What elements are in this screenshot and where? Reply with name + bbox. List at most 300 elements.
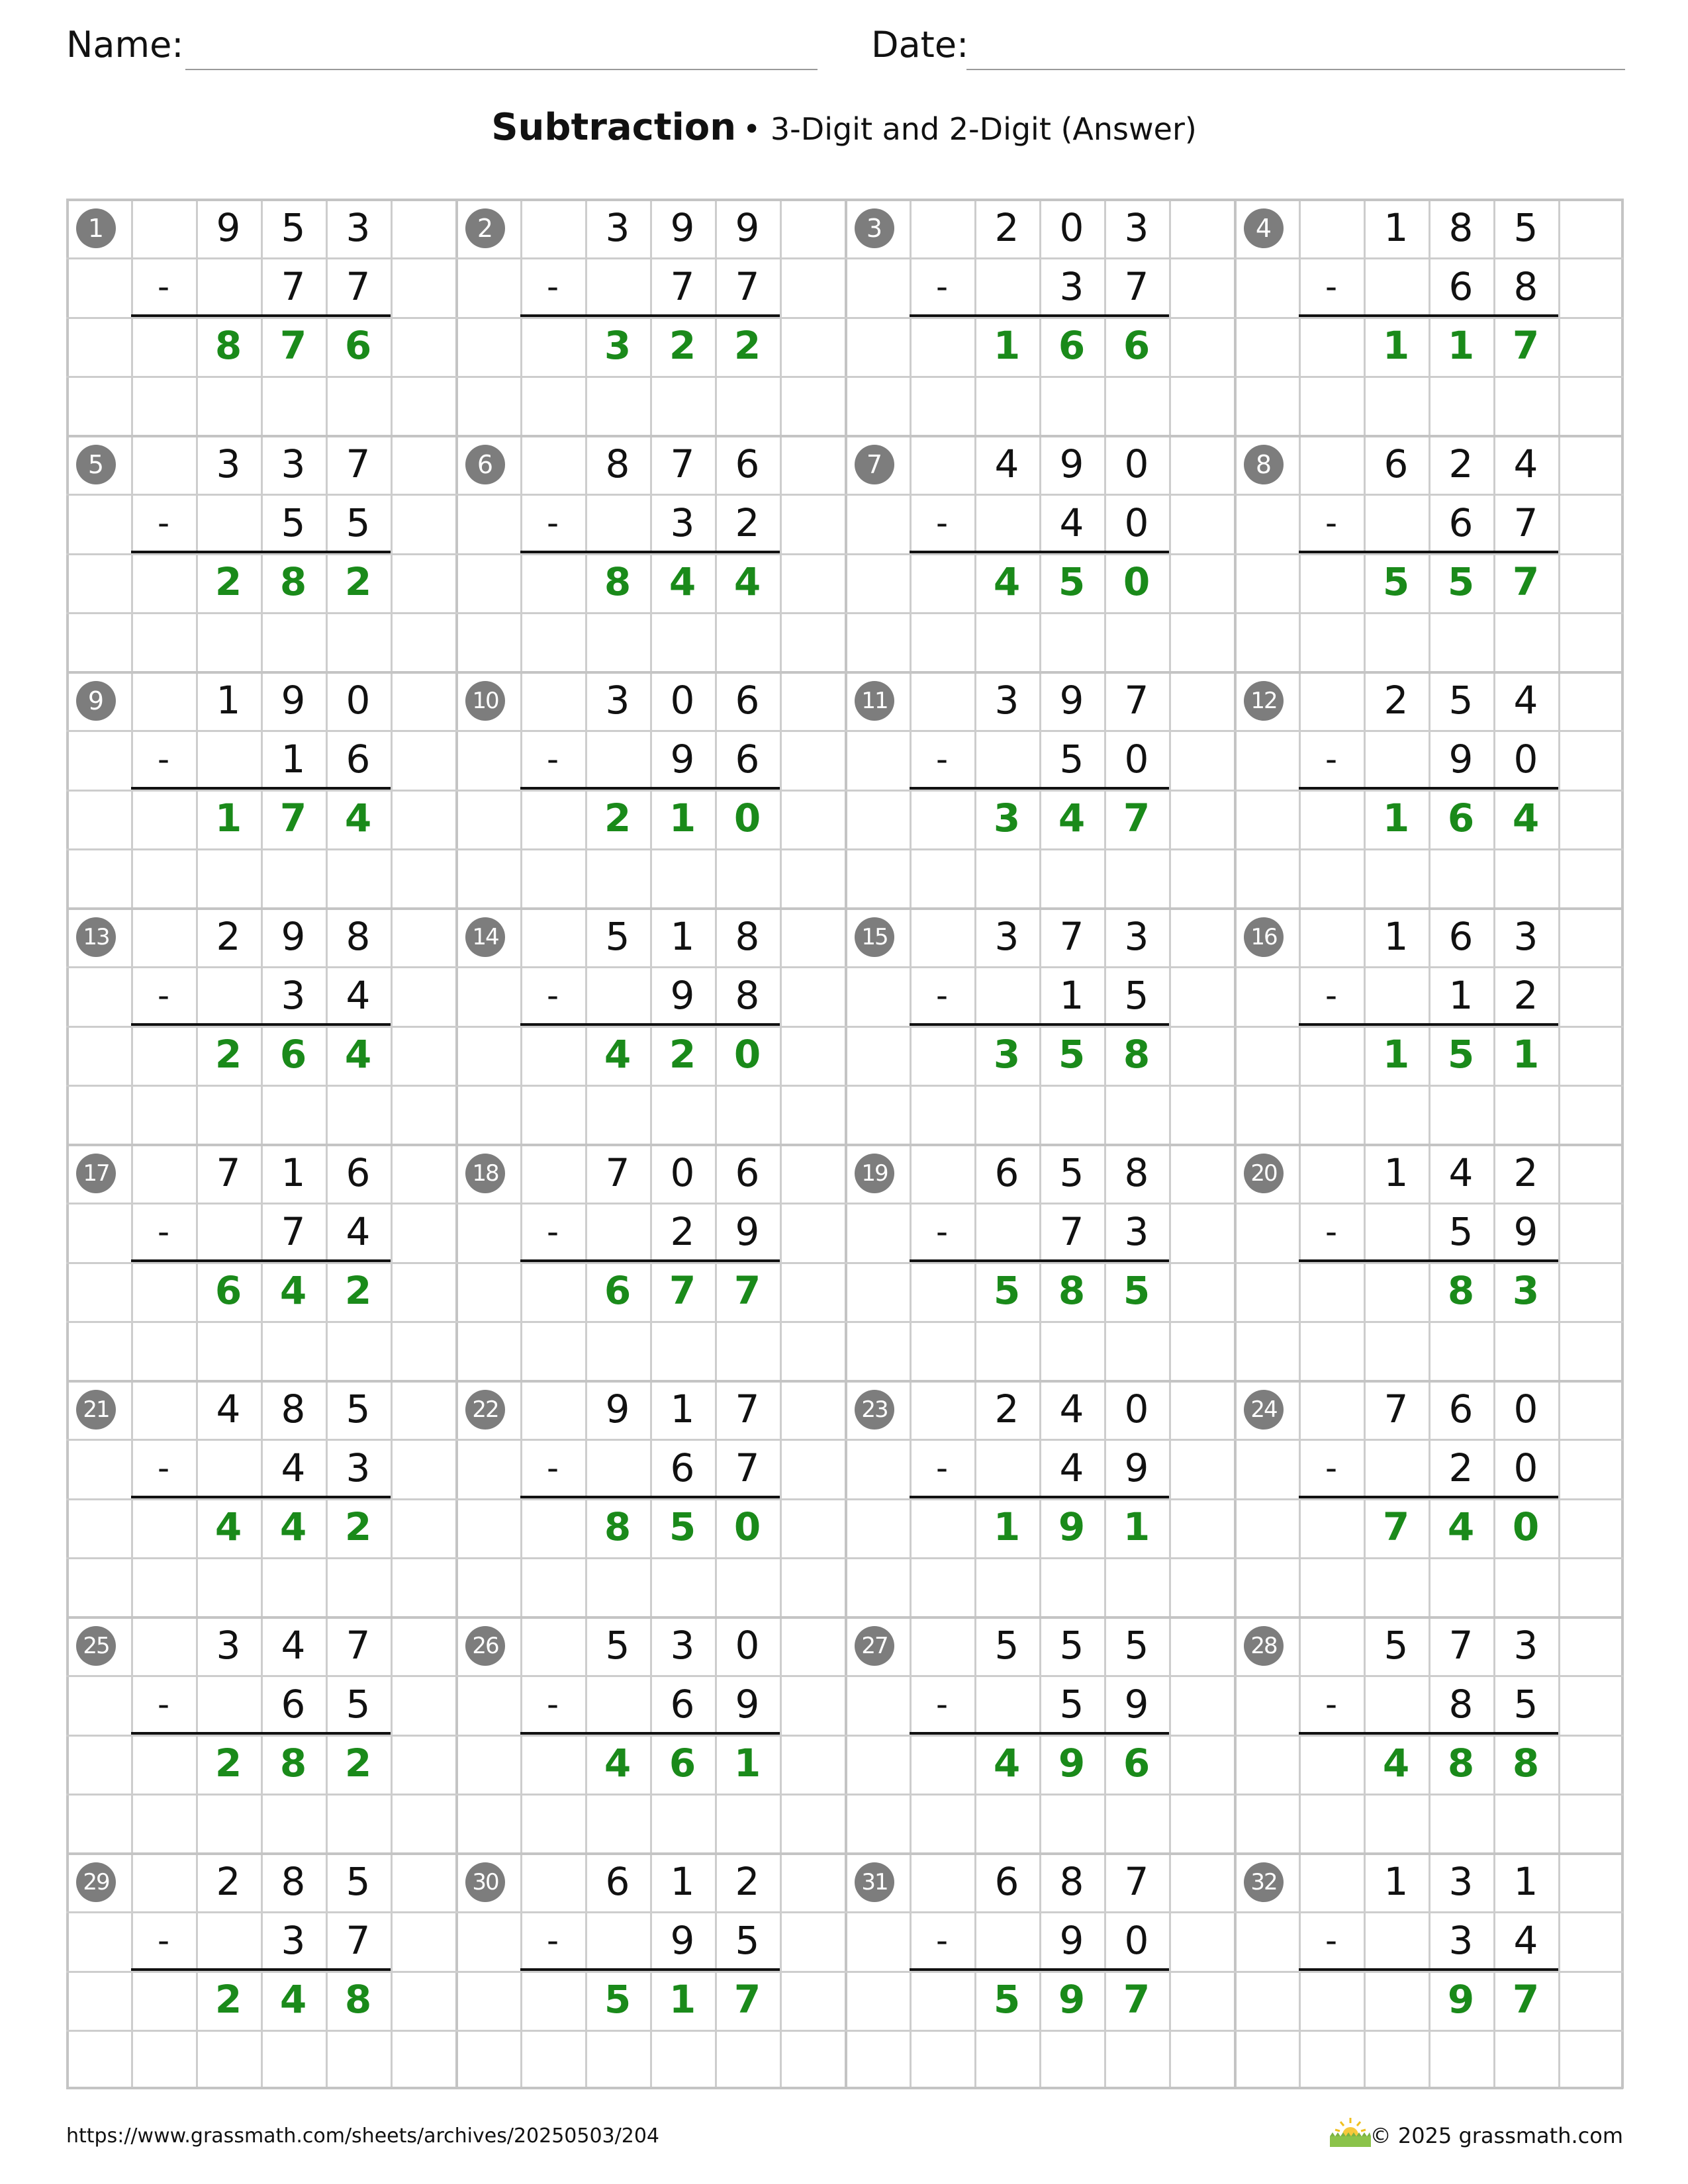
problem-17 [66, 1144, 455, 1380]
subtrahend-digit: 9 [1124, 1445, 1149, 1490]
subtrahend-digit: 5 [1059, 737, 1084, 782]
name-label: Name: [66, 24, 184, 66]
answer-digit: 7 [1512, 323, 1540, 368]
subtrahend-digit: 6 [735, 737, 760, 782]
problem-number-badge: 13 [76, 917, 116, 957]
problem-number-badge: 8 [1244, 445, 1284, 484]
answer-digit: 6 [1123, 1741, 1150, 1786]
minuend-digit: 7 [1059, 914, 1084, 959]
minuend-digit: 3 [1124, 914, 1149, 959]
minuend-digit: 6 [346, 1150, 371, 1195]
answer-digit: 3 [993, 1032, 1021, 1077]
subtrahend-digit: 9 [670, 973, 695, 1018]
minuend-digit: 1 [1383, 914, 1409, 959]
problem-14 [455, 907, 845, 1144]
minus-sign: - [546, 1921, 559, 1960]
problem-number-badge: 30 [465, 1862, 505, 1902]
answer-digit: 1 [1512, 1032, 1540, 1077]
minuend-digit: 9 [670, 205, 695, 250]
minuend-digit: 0 [735, 1623, 760, 1668]
answer-digit: 9 [1058, 1504, 1086, 1549]
problem-27 [845, 1616, 1234, 1852]
problem-12 [1234, 671, 1623, 907]
subtrahend-digit: 1 [1059, 973, 1084, 1018]
subtrahend-digit: 4 [281, 1445, 306, 1490]
minuend-digit: 9 [1059, 441, 1084, 486]
answer-digit: 4 [1447, 1504, 1475, 1549]
minuend-digit: 3 [670, 1623, 695, 1668]
minuend-digit: 4 [1448, 1150, 1474, 1195]
subtrahend-digit: 0 [1124, 500, 1149, 545]
problem-number-badge: 7 [855, 445, 894, 484]
minus-sign: - [157, 976, 170, 1015]
minuend-digit: 0 [346, 678, 371, 723]
subtrahend-digit: 7 [346, 264, 371, 309]
problem-number-badge: 21 [76, 1390, 116, 1430]
answer-digit: 9 [1447, 1977, 1475, 2022]
subtrahend-digit: 9 [670, 737, 695, 782]
subtrahend-digit: 0 [1124, 737, 1149, 782]
subtrahend-digit: 7 [281, 1209, 306, 1254]
minuend-digit: 2 [216, 914, 241, 959]
answer-digit: 6 [344, 323, 372, 368]
answer-digit: 6 [279, 1032, 307, 1077]
answer-digit: 0 [1512, 1504, 1540, 1549]
minuend-digit: 5 [605, 1623, 630, 1668]
minuend-digit: 4 [1059, 1387, 1084, 1432]
subtrahend-digit: 3 [1448, 1918, 1474, 1963]
minuend-digit: 5 [346, 1859, 371, 1904]
minuend-digit: 6 [1383, 441, 1409, 486]
minuend-digit: 3 [1513, 914, 1538, 959]
answer-digit: 2 [344, 1504, 372, 1549]
subtrahend-digit: 3 [1059, 264, 1084, 309]
answer-digit: 2 [344, 1268, 372, 1313]
minuend-digit: 1 [1383, 1859, 1409, 1904]
answer-digit: 2 [214, 1977, 242, 2022]
minuend-digit: 7 [605, 1150, 630, 1195]
problem-28 [1234, 1616, 1623, 1852]
minuend-digit: 5 [1383, 1623, 1409, 1668]
subtrahend-digit: 6 [281, 1682, 306, 1727]
answer-digit: 9 [1058, 1741, 1086, 1786]
problem-number-badge: 32 [1244, 1862, 1284, 1902]
subtrahend-digit: 9 [1448, 737, 1474, 782]
answer-digit: 7 [1512, 559, 1540, 604]
answer-digit: 5 [1447, 1032, 1475, 1077]
subtrahend-digit: 7 [670, 264, 695, 309]
minuend-digit: 5 [1059, 1150, 1084, 1195]
minuend-digit: 7 [216, 1150, 241, 1195]
minuend-digit: 2 [1383, 678, 1409, 723]
subtrahend-digit: 5 [1513, 1682, 1538, 1727]
minus-sign: - [546, 267, 559, 306]
minuend-digit: 5 [1124, 1623, 1149, 1668]
subtrahend-digit: 6 [1448, 500, 1474, 545]
answer-digit: 2 [214, 1032, 242, 1077]
minuend-digit: 1 [1383, 1150, 1409, 1195]
subtrahend-digit: 0 [1513, 737, 1538, 782]
problem-24 [1234, 1380, 1623, 1616]
subtrahend-digit: 4 [1513, 1918, 1538, 1963]
answer-digit: 2 [344, 1741, 372, 1786]
answer-digit: 4 [279, 1504, 307, 1549]
minuend-digit: 3 [216, 441, 241, 486]
answer-digit: 1 [733, 1741, 761, 1786]
minuend-digit: 2 [1513, 1150, 1538, 1195]
minuend-digit: 8 [1124, 1150, 1149, 1195]
minuend-digit: 7 [346, 441, 371, 486]
problem-5 [66, 435, 455, 671]
problem-22 [455, 1380, 845, 1616]
minuend-digit: 2 [216, 1859, 241, 1904]
problem-number-badge: 2 [465, 208, 505, 248]
minus-sign: - [157, 267, 170, 306]
answer-digit: 4 [279, 1977, 307, 2022]
minuend-digit: 0 [1124, 441, 1149, 486]
minuend-digit: 5 [1059, 1623, 1084, 1668]
answer-digit: 4 [1382, 1741, 1410, 1786]
problem-6 [455, 435, 845, 671]
minuend-digit: 3 [994, 914, 1019, 959]
minuend-digit: 7 [735, 1387, 760, 1432]
minuend-digit: 5 [281, 205, 306, 250]
subtrahend-digit: 2 [670, 1209, 695, 1254]
minuend-digit: 3 [1124, 205, 1149, 250]
minus-sign: - [1325, 504, 1338, 542]
problem-19 [845, 1144, 1234, 1380]
minus-sign: - [935, 267, 949, 306]
answer-digit: 5 [604, 1977, 632, 2022]
problem-number-badge: 22 [465, 1390, 505, 1430]
answer-digit: 4 [344, 796, 372, 841]
minuend-digit: 6 [735, 678, 760, 723]
problem-30 [455, 1852, 845, 2089]
problem-9 [66, 671, 455, 907]
answer-digit: 5 [1447, 559, 1475, 604]
minus-sign: - [935, 1921, 949, 1960]
answer-digit: 5 [1058, 1032, 1086, 1077]
subtrahend-digit: 7 [1124, 264, 1149, 309]
minuend-digit: 7 [1124, 678, 1149, 723]
answer-digit: 2 [733, 323, 761, 368]
minuend-digit: 1 [216, 678, 241, 723]
problem-number-badge: 12 [1244, 681, 1284, 721]
answer-digit: 1 [1382, 323, 1410, 368]
minuend-digit: 9 [735, 205, 760, 250]
answer-digit: 7 [1123, 1977, 1150, 2022]
answer-digit: 7 [1123, 796, 1150, 841]
minuend-digit: 4 [216, 1387, 241, 1432]
subtrahend-digit: 0 [1513, 1445, 1538, 1490]
minus-sign: - [157, 1212, 170, 1251]
problem-13 [66, 907, 455, 1144]
answer-digit: 1 [214, 796, 242, 841]
subtrahend-digit: 6 [346, 737, 371, 782]
footer-url: https://www.grassmath.com/sheets/archives/20250503/204 [66, 2124, 660, 2148]
minuend-digit: 1 [670, 1387, 695, 1432]
minuend-digit: 2 [994, 205, 1019, 250]
subtrahend-digit: 5 [1124, 973, 1149, 1018]
answer-digit: 4 [669, 559, 696, 604]
minuend-digit: 5 [1513, 205, 1538, 250]
answer-digit: 8 [1512, 1741, 1540, 1786]
title-subtitle: • 3-Digit and 2-Digit (Answer) [743, 111, 1197, 147]
footer-copyright: © 2025 grassmath.com [1370, 2123, 1623, 2148]
minuend-digit: 2 [735, 1859, 760, 1904]
problem-number-badge: 14 [465, 917, 505, 957]
answer-digit: 8 [344, 1977, 372, 2022]
problem-number-badge: 24 [1244, 1390, 1284, 1430]
minuend-digit: 2 [994, 1387, 1019, 1432]
problem-11 [845, 671, 1234, 907]
minuend-digit: 6 [735, 1150, 760, 1195]
subtrahend-digit: 6 [670, 1682, 695, 1727]
minus-sign: - [935, 504, 949, 542]
minuend-digit: 6 [994, 1150, 1019, 1195]
subtrahend-digit: 6 [670, 1445, 695, 1490]
problem-number-badge: 20 [1244, 1154, 1284, 1193]
subtrahend-digit: 9 [1059, 1918, 1084, 1963]
minuend-digit: 9 [216, 205, 241, 250]
minus-sign: - [157, 1685, 170, 1723]
minuend-digit: 3 [281, 441, 306, 486]
minuend-digit: 1 [1383, 205, 1409, 250]
minuend-digit: 8 [605, 441, 630, 486]
problem-number-badge: 19 [855, 1154, 894, 1193]
title-main: Subtraction [491, 106, 737, 149]
answer-digit: 1 [1382, 1032, 1410, 1077]
answer-digit: 4 [214, 1504, 242, 1549]
answer-digit: 1 [993, 323, 1021, 368]
problem-number-badge: 3 [855, 208, 894, 248]
problem-25 [66, 1616, 455, 1852]
problem-number-badge: 18 [465, 1154, 505, 1193]
answer-digit: 7 [1382, 1504, 1410, 1549]
answer-digit: 9 [1058, 1977, 1086, 2022]
subtrahend-digit: 1 [281, 737, 306, 782]
problem-grid [66, 199, 1623, 2089]
answer-digit: 8 [1447, 1741, 1475, 1786]
problem-number-badge: 15 [855, 917, 894, 957]
answer-digit: 1 [1123, 1504, 1150, 1549]
minuend-digit: 7 [670, 441, 695, 486]
subtrahend-digit: 7 [735, 1445, 760, 1490]
minuend-digit: 8 [281, 1859, 306, 1904]
minus-sign: - [157, 1449, 170, 1487]
minuend-digit: 1 [281, 1150, 306, 1195]
problem-number-badge: 26 [465, 1626, 505, 1666]
minuend-digit: 3 [605, 205, 630, 250]
minuend-digit: 3 [346, 205, 371, 250]
answer-digit: 0 [733, 1032, 761, 1077]
minuend-digit: 8 [735, 914, 760, 959]
problem-2 [455, 199, 845, 435]
subtrahend-digit: 7 [1059, 1209, 1084, 1254]
problem-10 [455, 671, 845, 907]
answer-digit: 6 [669, 1741, 696, 1786]
answer-digit: 5 [1123, 1268, 1150, 1313]
subtrahend-digit: 5 [1448, 1209, 1474, 1254]
minuend-digit: 8 [281, 1387, 306, 1432]
answer-digit: 5 [669, 1504, 696, 1549]
minuend-digit: 3 [1448, 1859, 1474, 1904]
minuend-digit: 4 [1513, 441, 1538, 486]
minuend-digit: 5 [605, 914, 630, 959]
answer-digit: 4 [604, 1741, 632, 1786]
minuend-digit: 4 [994, 441, 1019, 486]
minuend-digit: 6 [1448, 1387, 1474, 1432]
answer-digit: 5 [1382, 559, 1410, 604]
minuend-digit: 2 [1448, 441, 1474, 486]
answer-digit: 2 [669, 323, 696, 368]
problem-7 [845, 435, 1234, 671]
answer-digit: 1 [1447, 323, 1475, 368]
minuend-digit: 7 [1383, 1387, 1409, 1432]
subtrahend-digit: 2 [735, 500, 760, 545]
answer-digit: 4 [993, 1741, 1021, 1786]
problem-number-badge: 23 [855, 1390, 894, 1430]
minus-sign: - [546, 1685, 559, 1723]
minuend-digit: 9 [281, 678, 306, 723]
answer-digit: 0 [733, 1504, 761, 1549]
minuend-digit: 5 [346, 1387, 371, 1432]
answer-digit: 7 [733, 1977, 761, 2022]
problem-number-badge: 16 [1244, 917, 1284, 957]
problem-8 [1234, 435, 1623, 671]
answer-digit: 5 [993, 1977, 1021, 2022]
worksheet-title [0, 106, 1688, 149]
subtrahend-digit: 8 [735, 973, 760, 1018]
answer-digit: 8 [279, 1741, 307, 1786]
problem-number-badge: 29 [76, 1862, 116, 1902]
subtrahend-digit: 3 [1124, 1209, 1149, 1254]
minuend-digit: 6 [605, 1859, 630, 1904]
problem-29 [66, 1852, 455, 2089]
subtrahend-digit: 3 [670, 500, 695, 545]
date-line [966, 69, 1625, 70]
answer-digit: 6 [1447, 796, 1475, 841]
minus-sign: - [935, 740, 949, 778]
minuend-digit: 8 [1448, 205, 1474, 250]
problem-32 [1234, 1852, 1623, 2089]
minuend-digit: 4 [1513, 678, 1538, 723]
problem-20 [1234, 1144, 1623, 1380]
answer-digit: 4 [279, 1268, 307, 1313]
subtrahend-digit: 4 [346, 973, 371, 1018]
problem-number-badge: 6 [465, 445, 505, 484]
minus-sign: - [546, 976, 559, 1015]
answer-digit: 4 [344, 1032, 372, 1077]
answer-digit: 4 [1058, 796, 1086, 841]
minuend-digit: 0 [1124, 1387, 1149, 1432]
subtrahend-digit: 5 [346, 500, 371, 545]
subtrahend-digit: 3 [281, 1918, 306, 1963]
answer-digit: 0 [733, 796, 761, 841]
subtrahend-digit: 9 [1513, 1209, 1538, 1254]
subtrahend-digit: 4 [346, 1209, 371, 1254]
answer-digit: 2 [669, 1032, 696, 1077]
answer-digit: 4 [993, 559, 1021, 604]
answer-digit: 8 [604, 559, 632, 604]
problem-15 [845, 907, 1234, 1144]
answer-digit: 8 [1447, 1268, 1475, 1313]
problem-26 [455, 1616, 845, 1852]
problem-number-badge: 27 [855, 1626, 894, 1666]
minuend-digit: 6 [1448, 914, 1474, 959]
problem-number-badge: 31 [855, 1862, 894, 1902]
minus-sign: - [935, 1449, 949, 1487]
minuend-digit: 7 [346, 1623, 371, 1668]
subtrahend-digit: 4 [1059, 500, 1084, 545]
answer-digit: 2 [214, 1741, 242, 1786]
subtrahend-digit: 3 [346, 1445, 371, 1490]
answer-digit: 0 [1123, 559, 1150, 604]
subtrahend-digit: 9 [735, 1209, 760, 1254]
subtrahend-digit: 5 [281, 500, 306, 545]
minuend-digit: 0 [1059, 205, 1084, 250]
answer-digit: 5 [1058, 559, 1086, 604]
answer-digit: 4 [604, 1032, 632, 1077]
answer-digit: 5 [993, 1268, 1021, 1313]
answer-digit: 8 [1123, 1032, 1150, 1077]
problem-number-badge: 9 [76, 681, 116, 721]
subtrahend-digit: 7 [346, 1918, 371, 1963]
minus-sign: - [1325, 1685, 1338, 1723]
subtrahend-digit: 7 [735, 264, 760, 309]
minuend-digit: 7 [1448, 1623, 1474, 1668]
problem-18 [455, 1144, 845, 1380]
minus-sign: - [935, 1212, 949, 1251]
problem-number-badge: 5 [76, 445, 116, 484]
subtrahend-digit: 9 [670, 1918, 695, 1963]
minus-sign: - [546, 504, 559, 542]
minuend-digit: 3 [1513, 1623, 1538, 1668]
answer-digit: 2 [214, 559, 242, 604]
minus-sign: - [1325, 1921, 1338, 1960]
subtrahend-digit: 9 [735, 1682, 760, 1727]
subtrahend-digit: 2 [1448, 1445, 1474, 1490]
answer-digit: 1 [669, 1977, 696, 2022]
subtrahend-digit: 5 [735, 1918, 760, 1963]
problem-4 [1234, 199, 1623, 435]
subtrahend-digit: 4 [1059, 1445, 1084, 1490]
minuend-digit: 5 [994, 1623, 1019, 1668]
minuend-digit: 6 [735, 441, 760, 486]
problem-number-badge: 10 [465, 681, 505, 721]
minuend-digit: 4 [281, 1623, 306, 1668]
minus-sign: - [546, 1212, 559, 1251]
answer-digit: 3 [1512, 1268, 1540, 1313]
problem-23 [845, 1380, 1234, 1616]
minuend-digit: 1 [670, 914, 695, 959]
minuend-digit: 9 [605, 1387, 630, 1432]
problem-number-badge: 28 [1244, 1626, 1284, 1666]
problem-3 [845, 199, 1234, 435]
minuend-digit: 9 [281, 914, 306, 959]
answer-digit: 8 [214, 323, 242, 368]
answer-digit: 6 [1123, 323, 1150, 368]
answer-digit: 6 [604, 1268, 632, 1313]
minus-sign: - [1325, 976, 1338, 1015]
answer-digit: 7 [733, 1268, 761, 1313]
problem-31 [845, 1852, 1234, 2089]
minuend-digit: 9 [1059, 678, 1084, 723]
problem-number-badge: 11 [855, 681, 894, 721]
problem-number-badge: 17 [76, 1154, 116, 1193]
answer-digit: 7 [1512, 1977, 1540, 2022]
answer-digit: 8 [604, 1504, 632, 1549]
